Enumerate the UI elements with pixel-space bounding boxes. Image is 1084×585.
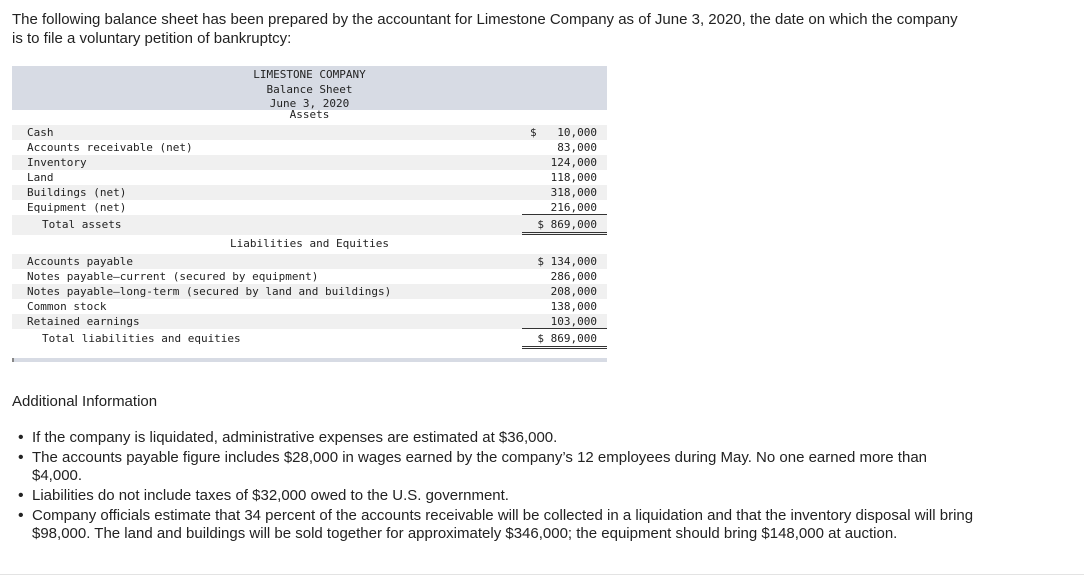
- liability-amount: 286,000: [550, 270, 597, 283]
- liability-amount: 138,000: [550, 300, 597, 313]
- asset-amount: 118,000: [550, 171, 597, 184]
- balance-sheet-header: [12, 66, 607, 110]
- asset-row: [12, 140, 607, 155]
- list-item: • If the company is liquidated, administrative expenses are estimated at $36,000.: [32, 429, 977, 447]
- list-item: • Company officials estimate that 34 percent of the accounts receivable will be collected in a liquidation and that the inventory disposal will bring $98,000. The land and buildings will be sold together for approximately $346,000; the equipment should bring $148,000 at auction.: [32, 507, 977, 543]
- asset-row: [12, 125, 607, 140]
- asset-row: [12, 155, 607, 170]
- asset-row: [12, 185, 607, 200]
- list-item: • Liabilities do not include taxes of $32,000 owed to the U.S. government.: [32, 487, 977, 505]
- liability-label: Retained earnings: [27, 315, 140, 328]
- total-liabilities-row: [12, 329, 607, 349]
- problem-intro: The following balance sheet has been prepared by the accountant for Limestone Company as of June 3, 2020, the date on which the company is to file a voluntary petition of bankruptcy:: [12, 11, 958, 47]
- total-assets-amount: $ 869,000: [537, 218, 597, 231]
- liability-amount: 103,000: [550, 315, 597, 328]
- statement-date: June 3, 2020: [269, 97, 350, 110]
- liability-label: Accounts payable: [27, 255, 133, 268]
- total-double-rule: [522, 232, 607, 235]
- additional-info-heading: Additional Information: [12, 393, 158, 410]
- liability-label: Notes payable—current (secured by equipment): [27, 270, 319, 283]
- assets-heading: Assets: [289, 108, 330, 121]
- balance-sheet-footer-bar: [12, 358, 607, 362]
- asset-amount: 83,000: [557, 141, 597, 154]
- total-double-rule: [522, 346, 607, 349]
- additional-info-list: [12, 429, 977, 545]
- asset-label: Inventory: [27, 156, 87, 169]
- asset-row: [12, 200, 607, 215]
- liability-label: Common stock: [27, 300, 107, 313]
- liability-row: [12, 254, 607, 269]
- page-divider: [0, 574, 1084, 575]
- total-liabilities-label: Total liabilities and equities: [42, 332, 241, 345]
- asset-label: Land: [27, 171, 54, 184]
- total-liabilities-amount: $ 869,000: [537, 332, 597, 345]
- liability-amount: $ 134,000: [537, 255, 597, 268]
- total-assets-label: Total assets: [42, 218, 122, 231]
- statement-title: Balance Sheet: [266, 82, 353, 96]
- liability-label: Notes payable—long-term (secured by land and buildings): [27, 285, 392, 298]
- liability-row: [12, 314, 607, 329]
- liability-amount: 208,000: [550, 285, 597, 298]
- balance-sheet: [12, 66, 607, 362]
- asset-label: Buildings (net): [27, 186, 127, 199]
- asset-amount: 318,000: [550, 186, 597, 199]
- asset-label: Cash: [27, 126, 54, 139]
- liability-row: [12, 299, 607, 314]
- asset-amount: 10,000: [557, 126, 597, 139]
- liability-row: [12, 284, 607, 299]
- asset-amount: 216,000: [550, 201, 597, 214]
- asset-label: Accounts receivable (net): [27, 141, 193, 154]
- liabilities-heading: Liabilities and Equities: [230, 237, 389, 250]
- liability-row: [12, 269, 607, 284]
- asset-label: Equipment (net): [27, 201, 127, 214]
- total-assets-row: [12, 215, 607, 235]
- company-name: LIMESTONE COMPANY: [253, 68, 366, 81]
- list-item: • The accounts payable figure includes $28,000 in wages earned by the company’s 12 employees during May. No one earned more than $4,000.: [32, 449, 977, 485]
- asset-amount: 124,000: [550, 156, 597, 169]
- asset-row: [12, 170, 607, 185]
- asset-currency: $: [530, 126, 537, 139]
